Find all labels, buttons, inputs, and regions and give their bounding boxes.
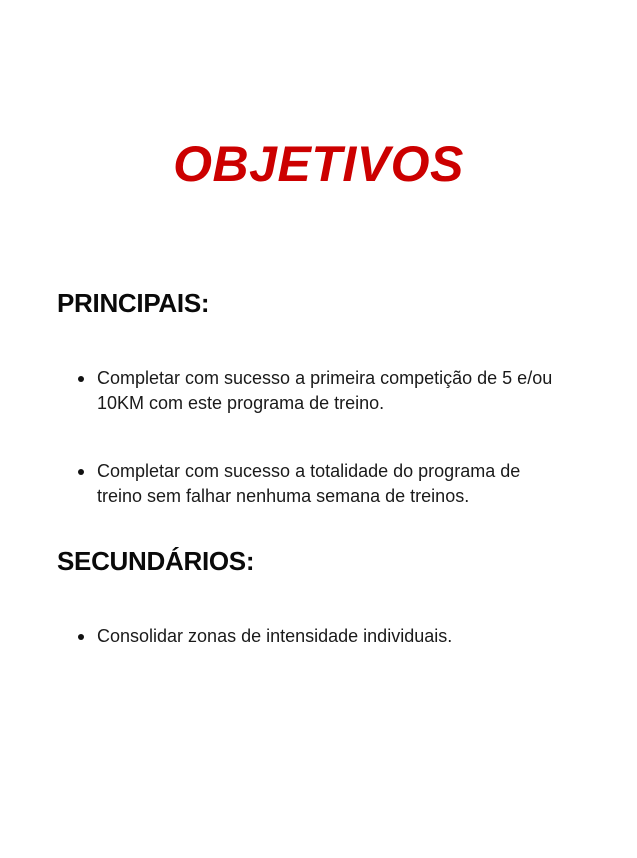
list-item-text: Consolidar zonas de intensidade individuais.: [97, 626, 453, 646]
list-item: [78, 459, 568, 509]
principais-list-item-1-container: [78, 366, 568, 416]
list-item: [78, 624, 568, 649]
secundarios-list: [78, 624, 568, 649]
section-heading-secundarios: SECUNDÁRIOS:: [57, 546, 255, 576]
bullet-icon: [78, 634, 84, 640]
section-heading-principais: PRINCIPAIS:: [57, 288, 210, 318]
bullet-icon: [78, 469, 84, 475]
page-title: OBJETIVOS: [173, 136, 464, 192]
list-item: [78, 366, 568, 416]
bullet-icon: [78, 376, 84, 382]
list-item-text: Completar com sucesso a totalidade do programa de treino sem falhar nenhuma semana de treinos.: [97, 461, 521, 506]
principais-list-item-2-container: [78, 459, 568, 509]
list-item-text: Completar com sucesso a primeira competição de 5 e/ou 10KM com este programa de treino.: [97, 368, 553, 413]
